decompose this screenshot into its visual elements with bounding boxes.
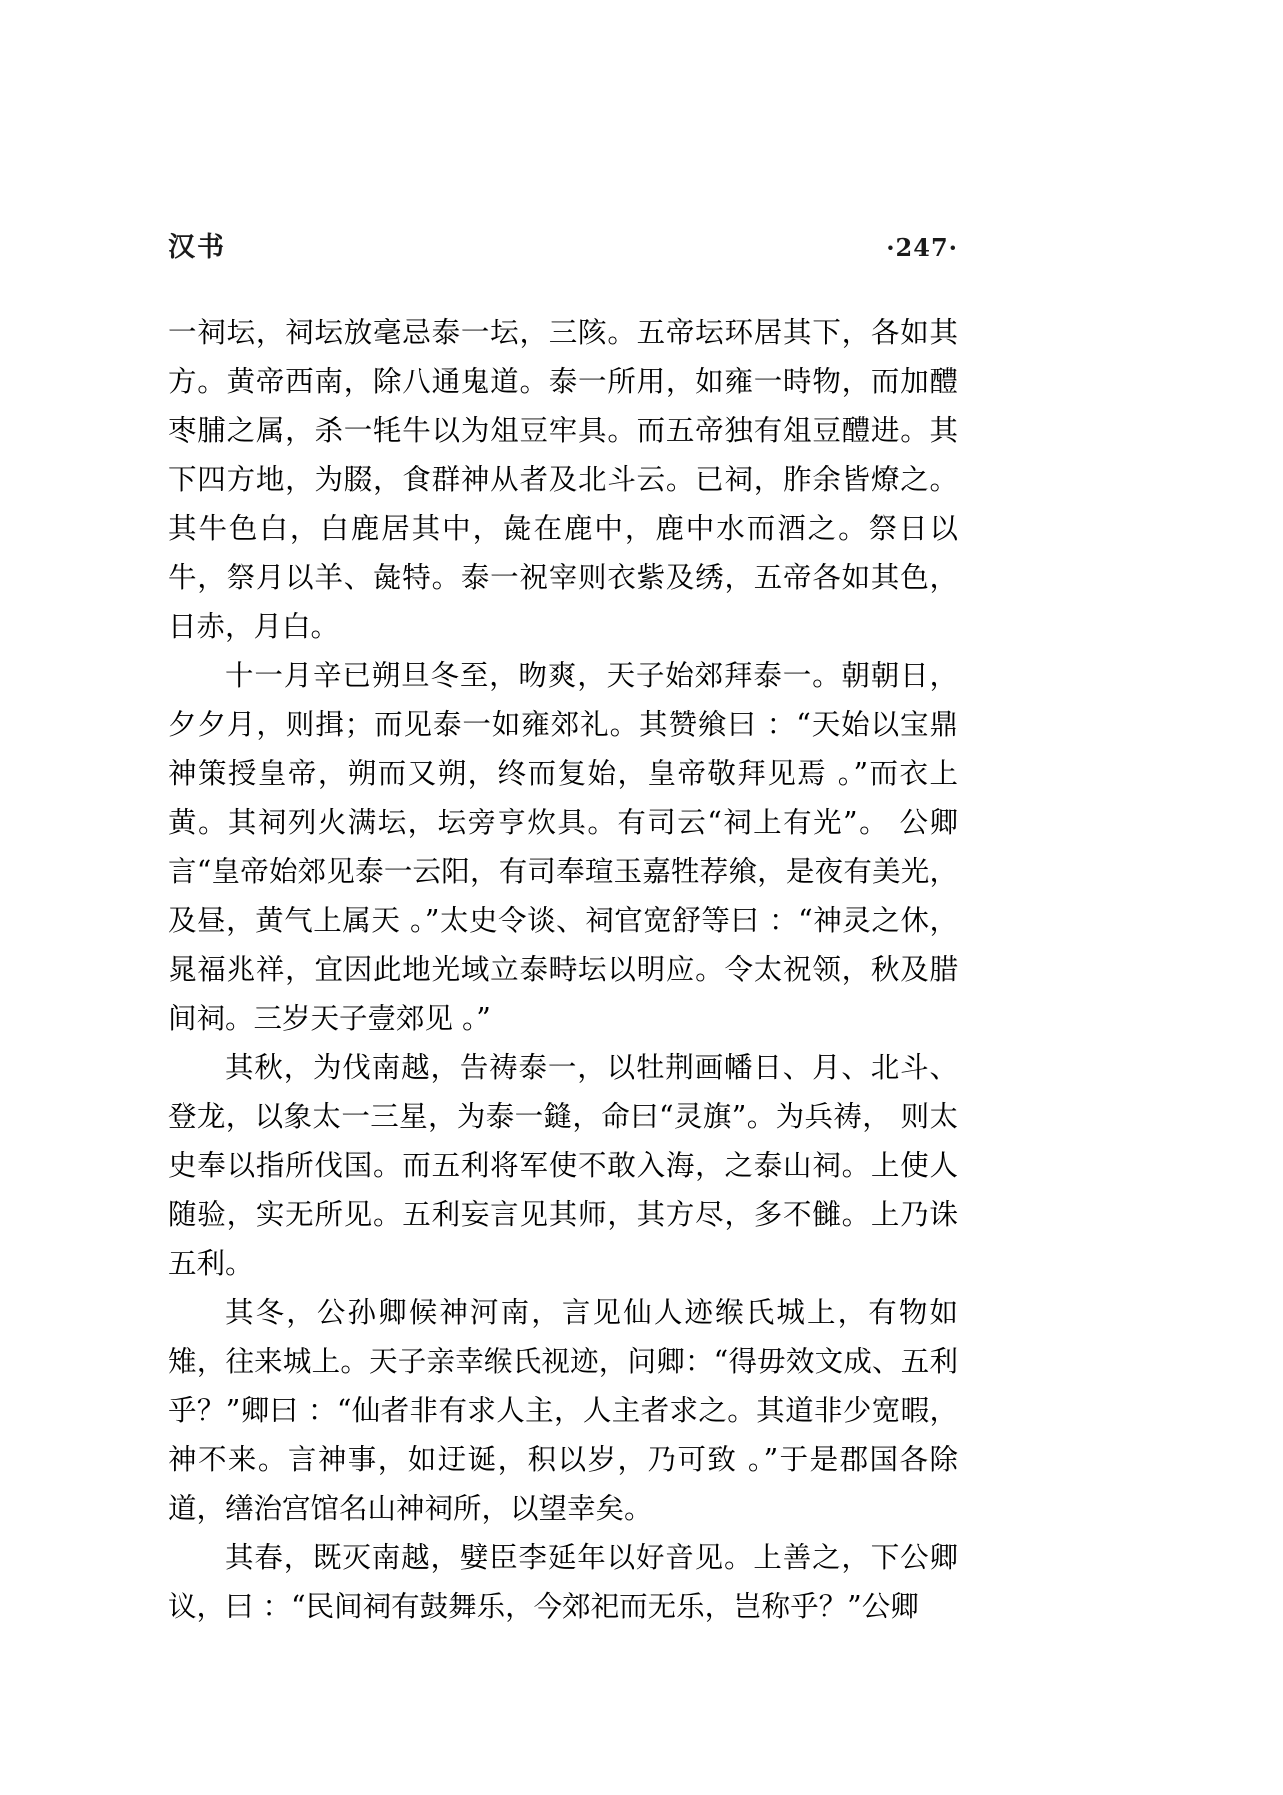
paragraph-3: 其秋，为伐南越，告祷泰一，以牡荆画幡日、月、北斗、登龙，以象太一三星，为泰一鏠，命曰“灵旗”。为兵祷， 则太史奉以指所伐国。而五利将军使不敢入海，之泰山祠。上使人随验，实无所见。五利妄言见其师，其方尽，多不雠。上乃诛五利。 (168, 1051, 958, 1280)
page-header (168, 225, 958, 264)
page-number: ·247· (886, 233, 958, 262)
paragraph-1: 一祠坛，祠坛放毫忌泰一坛，三陔。五帝坛环居其下，各如其方。黄帝西南，除八通鬼道。泰一所用，如雍一時物，而加醴枣脯之属，杀一牦牛以为俎豆牢具。而五帝独有俎豆醴进。其下四方地，为腏，食群神从者及北斗云。已祠，胙余皆燎之。其牛色白，白鹿居其中，彘在鹿中，鹿中水而酒之。祭日以牛，祭月以羊、彘特。泰一祝宰则衣紫及绣，五帝各如其色，日赤，月白。 (168, 316, 958, 643)
paragraph-4: 其冬，公孙卿候神河南，言见仙人迹缑氏城上，有物如雉，往来城上。天子亲幸缑氏视迹，问卿：“得毋效文成、五利乎？”卿曰 ：“仙者非有求人主，人主者求之。其道非少宽暇，神不来。言神事，如迂诞，积以岁，乃可致 。”于是郡国各除道，缮治宫馆名山神祠所，以望幸矣。 (168, 1296, 958, 1525)
page-content (168, 225, 958, 1631)
book-title: 汉书 (168, 232, 226, 263)
body-text (168, 308, 958, 1631)
paragraph-2: 十一月辛已朔旦冬至，昒爽，天子始郊拜泰一。朝朝日，夕夕月，则揖；而见泰一如雍郊礼。其赞飨曰 ：“天始以宝鼎神策授皇帝，朔而又朔，终而复始，皇帝敬拜见焉 。”而衣上黄。其祠列火满坛，坛旁亨炊具。有司云“祠上有光”。 公卿言“皇帝始郊见泰一云阳，有司奉瑄玉嘉牲荐飨，是夜有美光，及昼，黄气上属天 。”太史令谈、祠官宽舒等曰 ：“神灵之休，晁福兆祥，宜因此地光域立泰畤坛以明应。令太祝领，秋及腊间祠。三岁天子壹郊见 。” (168, 659, 958, 1035)
paragraph-5: 其春，既灭南越，嬖臣李延年以好音见。上善之，下公卿议，曰 ：“民间祠有鼓舞乐，今郊祀而无乐，岂称乎？”公卿 (168, 1541, 958, 1623)
